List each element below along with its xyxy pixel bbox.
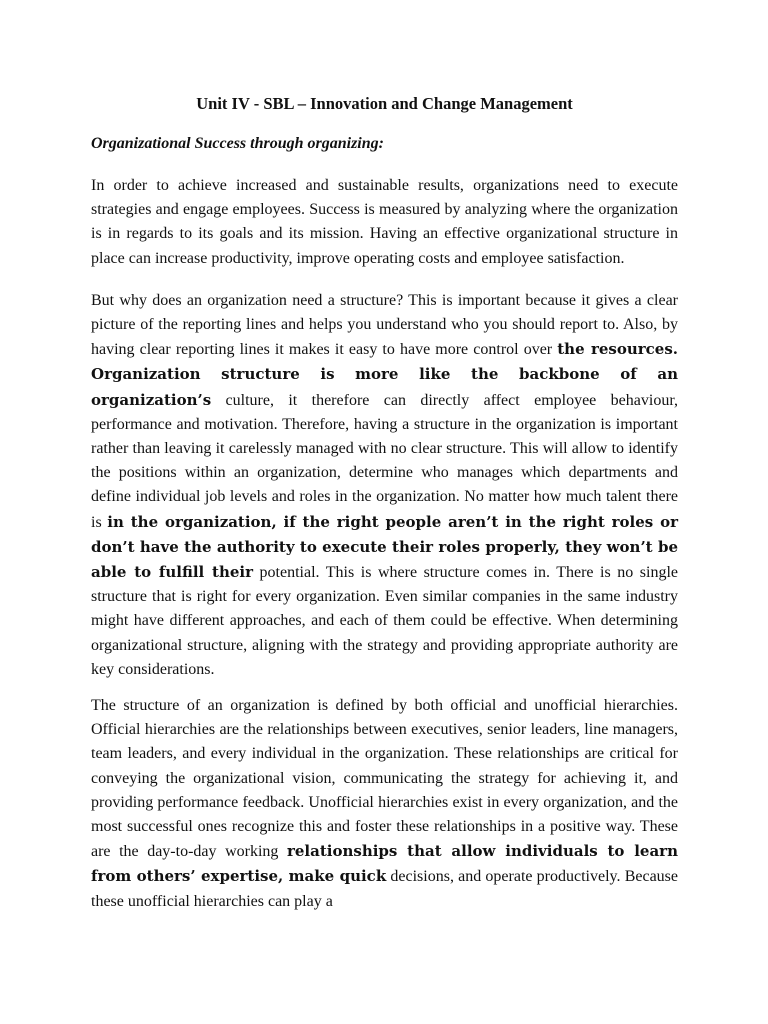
paragraph-bold-text: relationships that allow individuals to learn from others’ expertise, make quick: [91, 842, 678, 886]
paragraph-structure-need: [91, 289, 678, 682]
section-heading: Organizational Success through organizing:: [91, 135, 384, 152]
page-title: Unit IV - SBL – Innovation and Change Management: [196, 94, 573, 113]
paragraph-hierarchies: [91, 694, 678, 914]
paragraph-bold-text: in the organization, if the right people aren’t in the right roles or don’t have the authority to execute their roles properly, they won’t be able to fulfill their: [91, 512, 678, 582]
document-page: [91, 92, 678, 914]
paragraph-text: culture, it therefore can directly affect employee behaviour, performance and motivation. Therefore, having a structure in the organization is important rather than leaving it carelessly managed with no clear structure. This will allow to identify the positions within an organization, determine who manages which departments and define individual job levels and roles in the organization. No matter how much talent there is: [91, 391, 678, 531]
paragraph-text: The structure of an organization is defined by both official and unofficial hierarchies. Official hierarchies are the relationships between executives, senior leaders, line managers, team leaders, and every individual in the organization. These relationships are critical for conveying the organizational vision, communicating the strategy for achieving it, and providing performance feedback. Unofficial hierarchies exist in every organization, and the most successful ones recognize this and foster these relationships in a positive way. These are the day-to-day working: [91, 697, 678, 861]
paragraph-text: potential. This is where structure comes in. There is no single structure that is right for every organization. Even similar companies in the same industry might have different approaches, and each of them could be effective. When determining organizational structure, aligning with the strategy and providing appropriate authority are key considerations.: [91, 564, 678, 678]
paragraph-text: But why does an organization need a structure? This is important because it gives a clear picture of the reporting lines and helps you understand who you should report to. Also, by having clear reporting lines it makes it easy to have more control over: [91, 291, 678, 359]
paragraph-text: decisions, and operate productively. Because these unofficial hierarchies can play a: [91, 868, 678, 910]
paragraph-bold-text: the resources. Organization structure is more like the backbone of an organization’s: [91, 340, 678, 409]
paragraph-intro: In order to achieve increased and sustainable results, organizations need to execute strategies and engage employees. Success is measured by analyzing where the organization is in regards to its goals and its mission. Having an effective organizational structure in place can increase productivity, improve operating costs and employee satisfaction.: [91, 177, 678, 267]
